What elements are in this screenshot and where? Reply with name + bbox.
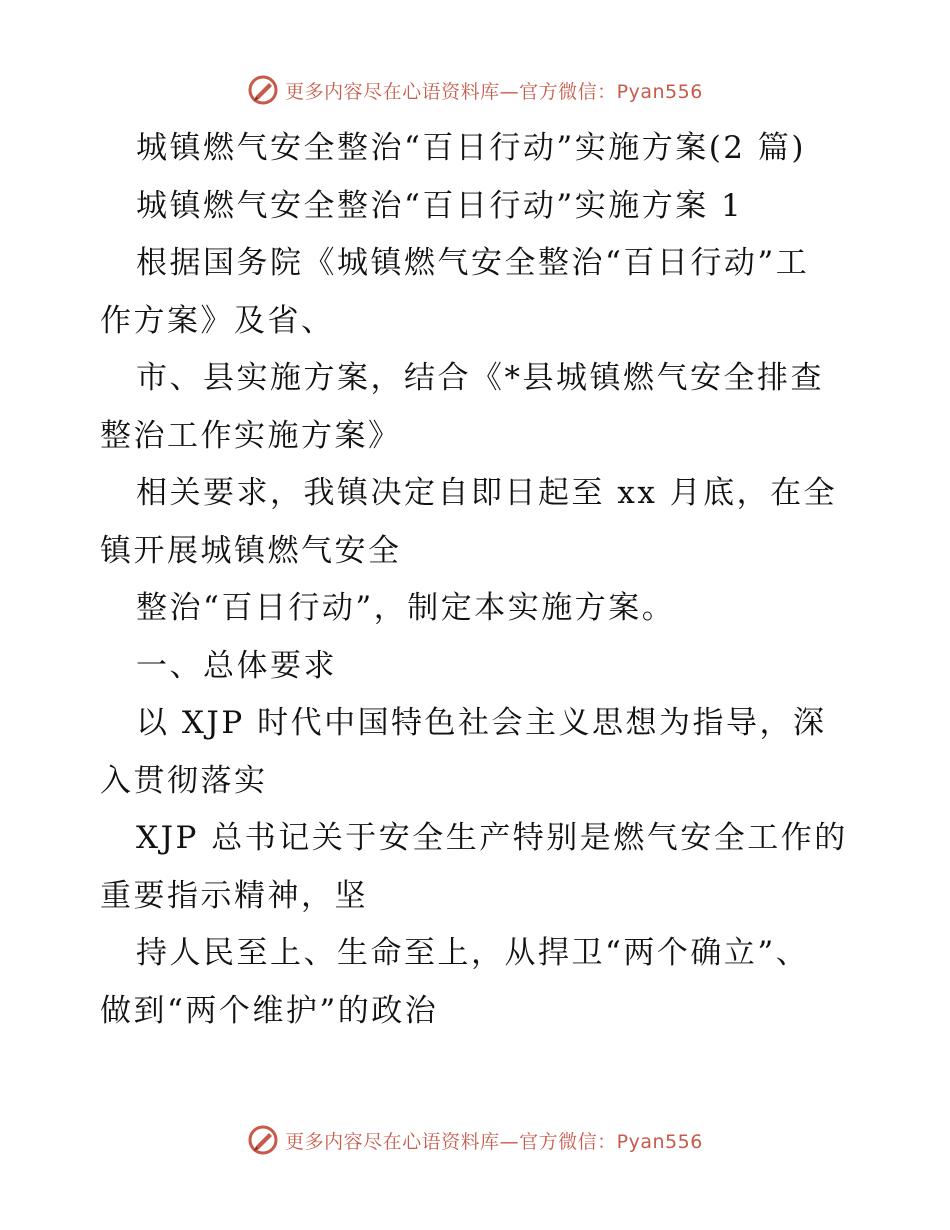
footer-watermark-text: 更多内容尽在心语资料库—官方微信：Pyan556	[285, 1130, 703, 1153]
brand-logo-icon	[247, 74, 279, 106]
document-line: 做到“两个维护”的政治	[100, 992, 439, 1029]
header-watermark-banner	[0, 70, 950, 110]
document-line: 镇开展城镇燃气安全	[100, 532, 402, 569]
document-line: 整治“百日行动”，制定本实施方案。	[136, 590, 676, 626]
document-line: 以 XJP 时代中国特色社会主义思想为指导，深	[136, 705, 827, 741]
document-line: 城镇燃气安全整治“百日行动”实施方案(2 篇)	[136, 130, 806, 166]
document-line: 市、县实施方案，结合《*县城镇燃气安全排查	[136, 360, 824, 396]
document-line: 一、总体要求	[136, 647, 337, 684]
document-line: 整治工作实施方案》	[100, 417, 402, 454]
brand-logo-icon	[247, 1124, 279, 1156]
document-line: 入贯彻落实	[100, 762, 268, 799]
document-body	[100, 120, 860, 1040]
document-line: XJP 总书记关于安全生产特别是燃气安全工作的	[136, 820, 848, 856]
document-line: 持人民至上、生命至上，从捍卫“两个确立”、	[136, 935, 810, 971]
footer-watermark-banner	[0, 1120, 950, 1160]
document-line: 城镇燃气安全整治“百日行动”实施方案 1	[136, 187, 744, 224]
header-watermark-text: 更多内容尽在心语资料库—官方微信：Pyan556	[285, 80, 703, 103]
document-line: 根据国务院《城镇燃气安全整治“百日行动”工	[136, 245, 810, 281]
document-line: 作方案》及省、	[100, 302, 335, 339]
document-line: 重要指示精神，坚	[100, 877, 368, 914]
document-line: 相关要求，我镇决定自即日起至 xx 月底，在全	[136, 475, 838, 511]
